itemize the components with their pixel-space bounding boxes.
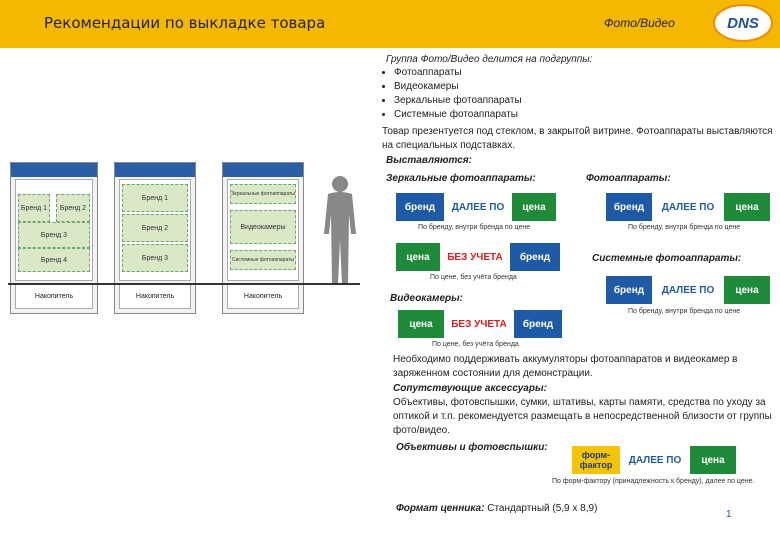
- display-cabinet-3: [222, 162, 304, 314]
- shelf-brand: Бренд 2: [122, 214, 188, 242]
- display-paragraph: Товар презентуется под стеклом, в закрытой витрине. Фотоаппараты выставляются на специальных подставках.: [382, 126, 773, 151]
- cabinet-glass: [15, 179, 93, 281]
- subgroup-item: • Видеокамеры: [394, 80, 780, 94]
- page-title: Рекомендации по выкладке товара: [44, 14, 326, 32]
- price-segment: цена: [512, 193, 556, 221]
- shelf-brand: Бренд 2: [56, 194, 90, 222]
- no-account-segment: БЕЗ УЧЕТА: [440, 243, 510, 271]
- shelf-brand: Бренд 1: [122, 184, 188, 212]
- price-first-bar: [396, 243, 560, 271]
- battery-paragraph: Необходимо поддерживать аккумуляторы фотоаппаратов и видеокамер в заряженном состоянии для демонстрации.: [393, 354, 738, 379]
- display-cabinet-2: [114, 162, 196, 314]
- exhibit-label: Выставляются:: [386, 155, 472, 166]
- subgroup-list: [380, 66, 780, 122]
- accessories-paragraph: Объективы, фотовспышки, сумки, штативы, карты памяти, средства по уходу за оптикой и т.п. рекомендуется размещать в непосредственной близости от группы фото/видео.: [393, 397, 772, 436]
- camcorder-sort-bar: [398, 310, 562, 338]
- cameras-caption: По бренду, внутри бренда по цене: [628, 224, 741, 231]
- price-segment: цена: [398, 310, 444, 338]
- price-segment: цена: [396, 243, 440, 271]
- next-segment: ДАЛЕЕ ПО: [620, 446, 690, 474]
- subgroup-item: • Фотоаппараты: [394, 66, 780, 80]
- form-factor-caption: По форм-фактору (принадлежность к бренду), далее по цене.: [552, 478, 755, 485]
- shelf-brand: Бренд 4: [18, 248, 90, 272]
- page-number: 1: [726, 509, 732, 520]
- logo-text: DNS: [727, 15, 759, 32]
- cabinet-base: Накопитель: [227, 283, 299, 309]
- price-tag-value: Стандартный (5,9 х 8,9): [487, 503, 598, 514]
- brand-segment: бренд: [514, 310, 562, 338]
- system-cameras-label: Системные фотоаппараты:: [592, 253, 742, 264]
- cabinet-top: [11, 163, 97, 177]
- section-title: Фото/Видео: [604, 16, 675, 30]
- form-factor-segment: форм-фактор: [572, 446, 620, 474]
- shelf-brand: Бренд 1: [18, 194, 50, 222]
- brand-segment: бренд: [606, 193, 652, 221]
- camcorder-caption: По цене, без учёта бренда: [432, 341, 519, 348]
- form-factor-bar: [572, 446, 736, 474]
- brand-segment: бренд: [510, 243, 560, 271]
- dns-logo: [712, 3, 774, 43]
- price-segment: цена: [690, 446, 736, 474]
- person-silhouette: [316, 174, 364, 286]
- mirror-sort-bar: [396, 193, 556, 221]
- brand-segment: бренд: [606, 276, 652, 304]
- cabinet-glass: [227, 179, 299, 281]
- shelf-brand: Бренд 3: [122, 244, 188, 272]
- cabinet-base: Накопитель: [119, 283, 191, 309]
- cabinet-top: [115, 163, 195, 177]
- display-cabinet-1: [10, 162, 98, 314]
- cabinet-base: Накопитель: [15, 283, 93, 309]
- system-caption: По бренду, внутри бренда по цене: [628, 308, 741, 315]
- price-segment: цена: [724, 193, 770, 221]
- subgroup-item: • Зеркальные фотоаппараты: [394, 94, 780, 108]
- next-segment: ДАЛЕЕ ПО: [652, 276, 724, 304]
- accessories-label: Сопутствующие аксессуары:: [393, 383, 547, 394]
- header-bar: [0, 0, 780, 48]
- no-account-segment: БЕЗ УЧЕТА: [444, 310, 514, 338]
- floor-line: [8, 283, 360, 285]
- mirror-caption: По бренду, внутри бренда по цене: [418, 224, 531, 231]
- intro-text: Группа Фото/Видео делится на подгруппы:: [386, 54, 593, 65]
- price-segment: цена: [724, 276, 770, 304]
- cabinet-glass: [119, 179, 191, 281]
- brand-segment: бренд: [396, 193, 444, 221]
- mirror-cameras-label: Зеркальные фотоаппараты:: [386, 173, 536, 184]
- cameras-sort-bar: [606, 193, 770, 221]
- shelf-category: Зеркальные фотоаппараты: [230, 184, 296, 204]
- shelf-category: Видеокамеры: [230, 210, 296, 244]
- subgroup-item: • Системные фотоаппараты: [394, 108, 780, 122]
- next-segment: ДАЛЕЕ ПО: [444, 193, 512, 221]
- cameras-label: Фотоаппараты:: [586, 173, 671, 184]
- camcorders-label: Видеокамеры:: [390, 293, 463, 304]
- price-tag-label: Формат ценника:: [396, 503, 485, 514]
- shelf-brand: Бренд 3: [18, 222, 90, 248]
- shelf-category: Системные фотоаппараты: [230, 250, 296, 270]
- system-sort-bar: [606, 276, 770, 304]
- next-segment: ДАЛЕЕ ПО: [652, 193, 724, 221]
- price-first-caption: По цене, без учёта бренда: [430, 274, 517, 281]
- cabinet-top: [223, 163, 303, 177]
- lens-label: Объективы и фотовспышки:: [396, 442, 548, 453]
- price-tag-row: [396, 502, 597, 516]
